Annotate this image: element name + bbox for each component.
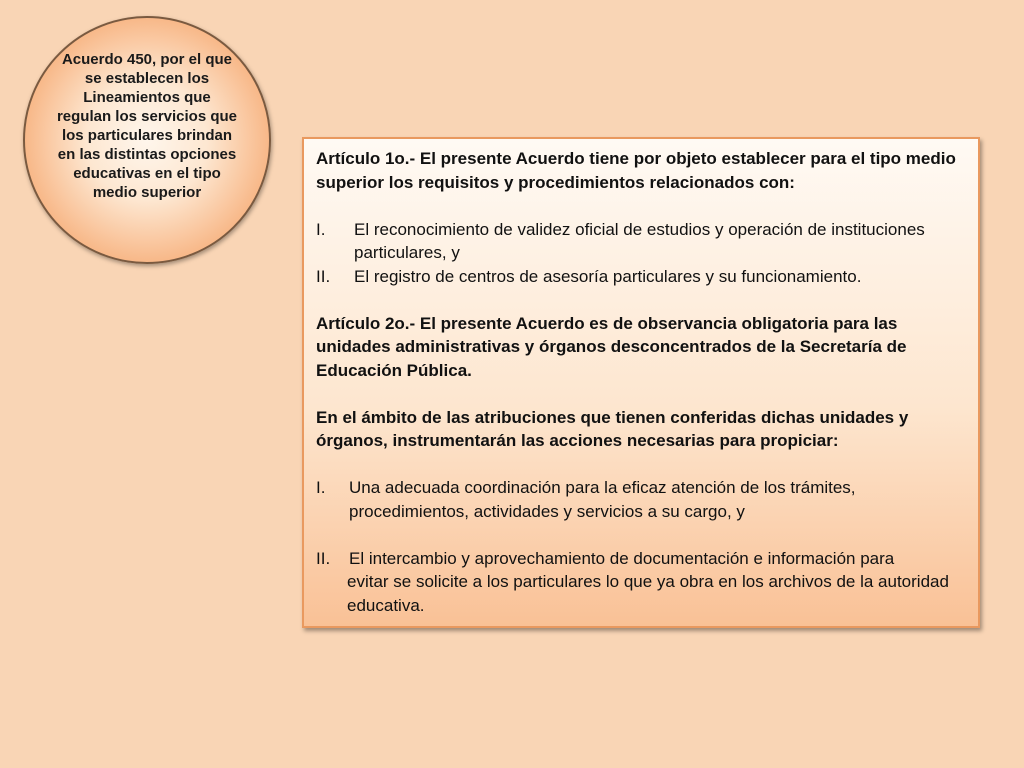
- list-number: II.: [316, 266, 331, 286]
- article-1-paragraph: Artículo 1o.- El presente Acuerdo tiene por objeto establecer para el tipo medio superior los requisitos y procedimientos relacionados con:: [316, 149, 956, 192]
- list-item-text: El reconocimiento de validez oficial de estudios y operación de instituciones particulares, y: [354, 219, 925, 262]
- list-item-text: El registro de centros de asesoría particulares y su funcionamiento.: [354, 266, 862, 286]
- list-item-text: El intercambio y aprovechamiento de documentación e información para: [349, 548, 895, 568]
- article-2-paragraph: Artículo 2o.- El presente Acuerdo es de observancia obligatoria para las unidades administrativas y órganos desconcentrados de la Secretaría de Educación Pública.: [316, 313, 907, 380]
- title-circle: [23, 16, 271, 264]
- spacer: [316, 194, 968, 218]
- list-number: I.: [316, 478, 326, 497]
- scope-paragraph: En el ámbito de las atribuciones que tienen conferidas dichas unidades y órganos, instrumentarán las acciones necesarias para propiciar:: [316, 407, 909, 450]
- list-item: [316, 476, 968, 523]
- article-text-box: [302, 137, 980, 628]
- spacer: [316, 382, 968, 406]
- list-item: [316, 218, 968, 265]
- spacer: [316, 288, 968, 312]
- list-number: I.: [316, 219, 326, 239]
- list-item-continuation: evitar se solicite a los particulares lo que ya obra en los archivos de la autoridad educativa.: [347, 572, 949, 615]
- list-item-text: Una adecuada coordinación para la eficaz atención de los trámites, procedimientos, actividades y servicios a su cargo, y: [349, 478, 856, 521]
- spacer: [316, 523, 968, 547]
- circle-title-text: Acuerdo 450, por el que se establecen los Lineamientos que regulan los servicios que los particulares brindan en las distintas opciones educativas en el tipo medio superior: [56, 51, 238, 201]
- list-number: II.: [316, 548, 331, 568]
- spacer: [316, 453, 968, 477]
- list-item: [316, 265, 968, 289]
- list-item: [316, 547, 968, 571]
